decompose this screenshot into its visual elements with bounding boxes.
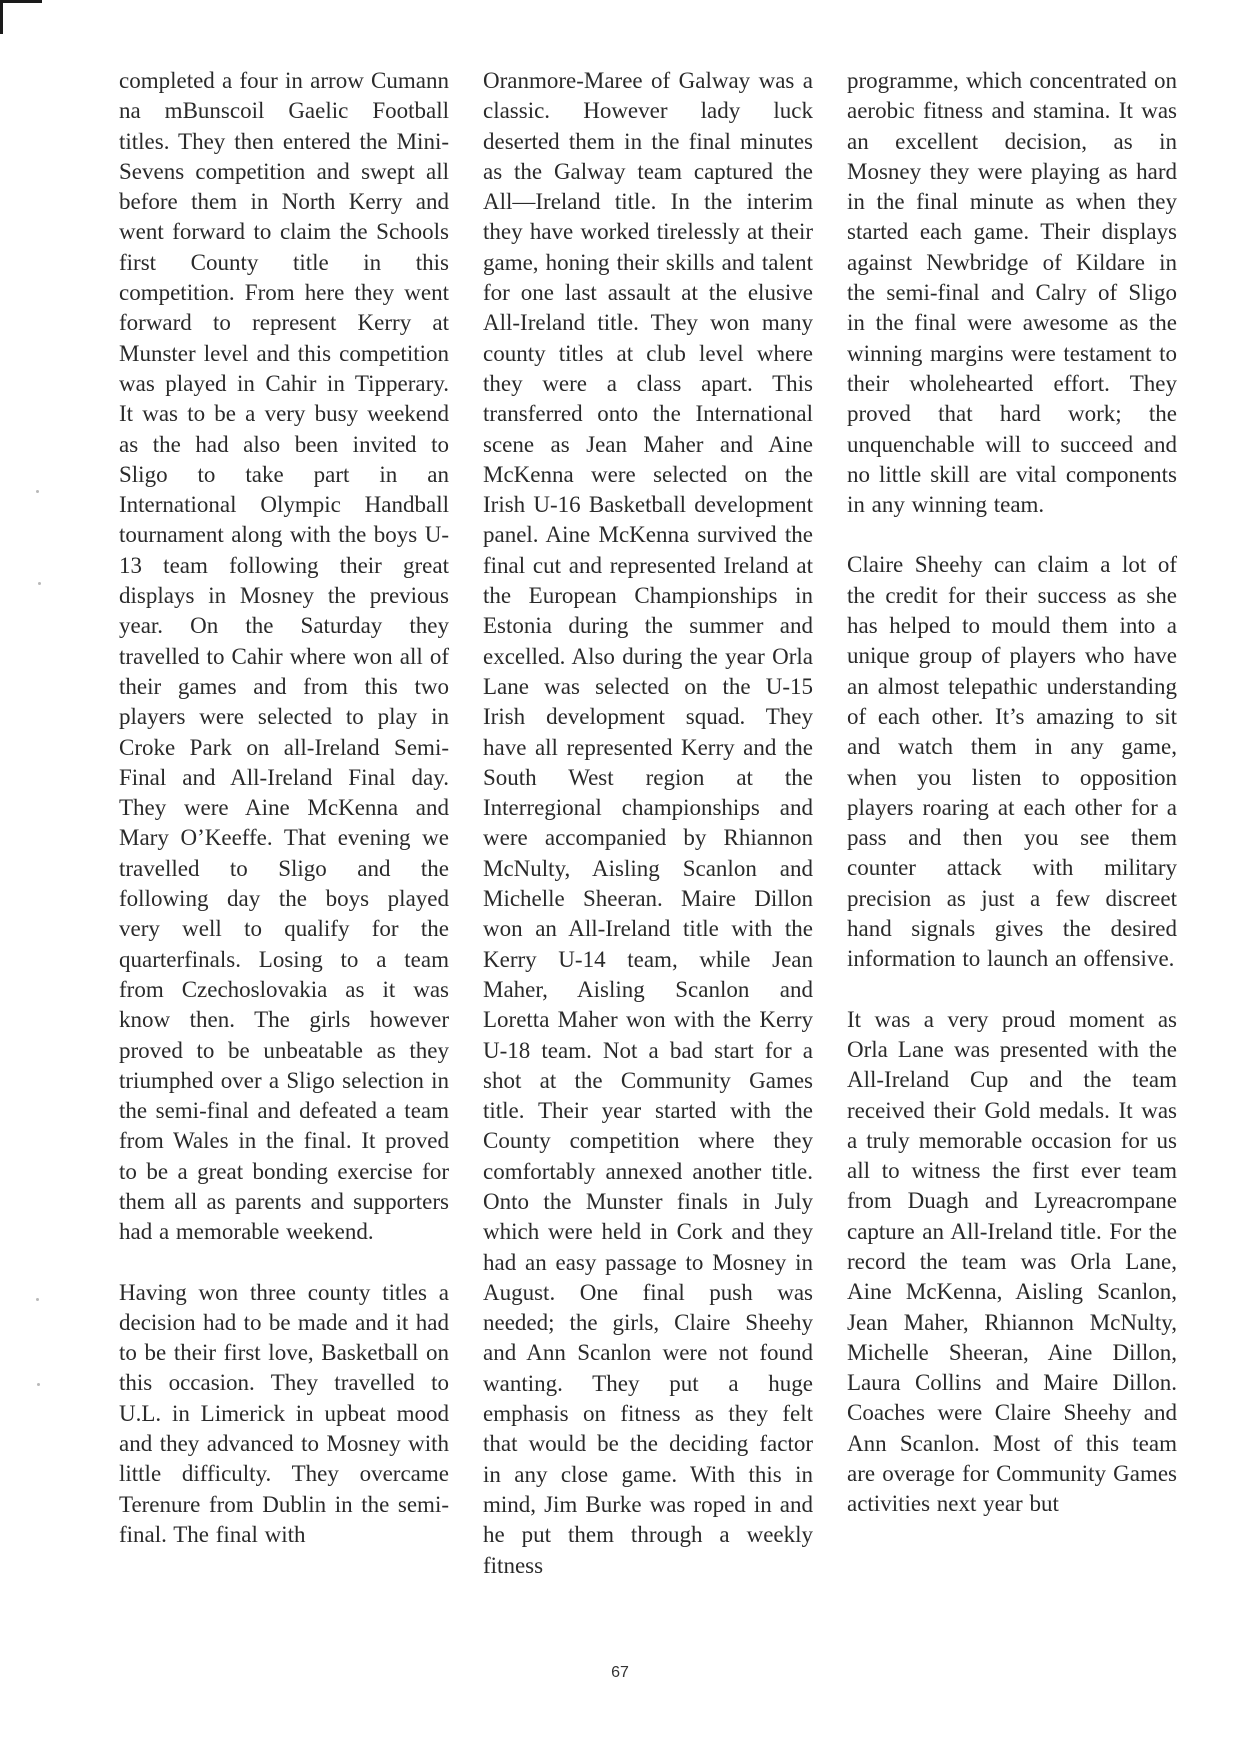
page-number: 67 [611,1664,629,1681]
paragraph: programme, which concentrated on aerobic fitness and stamina. It was an excellent decision, as in Mosney they were playing as hard in the final minute as when they started each game. Their displays against Newbridge of Kildare in the semi-final and Calry of Sligo in the final were awesome as the winning margins were testament to their wholehearted effort. They proved that hard work; the unquenchable will to succeed and no little skill are vital components in any winning team. [847,68,1177,518]
paragraph: It was a very proud moment as Orla Lane was presented with the All-Ireland Cup and the team received their Gold medals. It was a truly memorable occasion for us all to witness the first ever team from Duagh and Lyreacrompane capture an All-Ireland title. For the record the team was Orla Lane, Aine McKenna, Aisling Scanlon, Jean Maher, Rhiannon McNulty, Michelle Sheeran, Aine Dillon, Laura Collins and Maire Dillon. Coaches were Claire Sheehy and Ann Scanlon. Most of this team are overage for Community Games activities next year but [847,1006,1177,1517]
paragraph: Oranmore-Maree of Galway was a classic. However lady luck deserted them in the final minutes as the Galway team captured the All—Ireland title. In the interim they have worked tirelessly at their game, honing their skills and talent for one last assault at the elusive All-Ireland title. They won many county titles at club level where they were a class apart. This transferred onto the International scene as Jean Maher and Aine McKenna were selected on the Irish U-16 Basketball development panel. Aine McKenna survived the final cut and represented Ireland at the European Championships in Estonia during the summer and excelled. Also during the year Orla Lane was selected on the U-15 Irish development squad. They have all represented Kerry and the South West region at the Interregional championships and were accompanied by Rhiannon McNulty, Aisling Scanlon and Michelle Sheeran. Maire Dillon won an All-Ireland title with the Kerry U-14 team, while Jean Maher, Aisling Scanlon and Loretta Maher won with the Kerry U-18 team. Not a bad start for a shot at the Community Games title. Their year started with the County competition where they comfortably annexed another title. Onto the Munster finals in July which were held in Cork and they had an easy passage to Mosney in August. One final push was needed; the girls, Claire Sheehy and Ann Scanlon were not found wanting. They put a huge emphasis on fitness as they felt that would be the deciding factor in any close game. With this in mind, Jim Burke was roped in and he put them through a weekly fitness [483,68,813,1578]
scan-speck [37,1383,40,1386]
scan-speck [38,582,41,585]
paragraph: Claire Sheehy can claim a lot of the credit for their success as she has helped to mould them into a unique group of players who have an almost telepathic understanding of each other. It’s amazing to sit and watch them in any game, when you listen to opposition players roaring at each other for a pass and then you see them counter attack with military precision as just a few discreet hand signals gives the desired information to launch an offensive. [847,552,1177,972]
text-column-1 [119,66,449,1550]
scan-speck [36,1298,39,1301]
scan-speck [36,490,39,493]
paragraph: completed a four in arrow Cumann na mBunscoil Gaelic Football titles. They then entered the Mini-Sevens competition and swept all before them in North Kerry and went forward to claim the Schools first County title in this competition. From here they went forward to represent Kerry at Munster level and this competition was played in Cahir in Tipperary. It was to be a very busy weekend as the had also been invited to Sligo to take part in an International Olympic Handball tournament along with the boys U-13 team following their great displays in Mosney the previous year. On the Saturday they travelled to Cahir where won all of their games and from this two players were selected to play in Croke Park on all-Ireland Semi-Final and All-Ireland Final day. They were Aine McKenna and Mary O’Keeffe. That evening we travelled to Sligo and the following day the boys played very well to qualify for the quarterfinals. Losing to a team from Czechoslovakia as it was know then. The girls however proved to be unbeatable as they triumphed over a Sligo selection in the semi-final and defeated a team from Wales in the final. It proved to be a great bonding exercise for them all as parents and supporters had a memorable weekend. [119,68,449,1245]
text-column-3 [847,66,1177,1520]
text-column-2 [483,66,813,1581]
page-corner-mark [0,0,42,34]
paragraph: Having won three county titles a decision had to be made and it had to be their first love, Basketball on this occasion. They travelled to U.L. in Limerick in upbeat mood and they advanced to Mosney with little difficulty. They overcame Terenure from Dublin in the semi-final. The final with [119,1279,449,1547]
